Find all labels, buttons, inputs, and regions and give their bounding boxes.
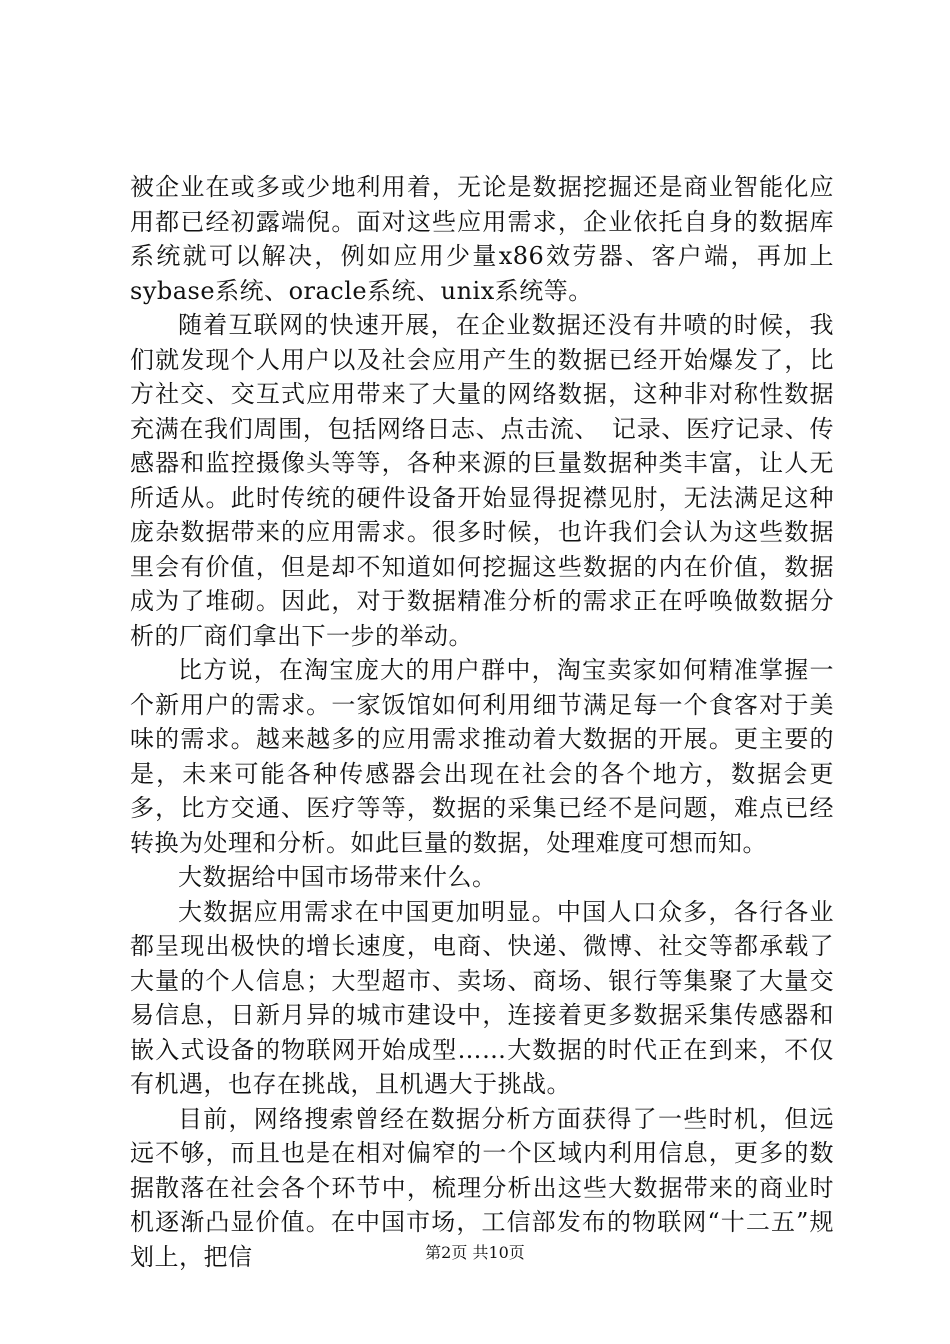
page-footer: 第2页 共10页	[425, 1243, 525, 1262]
paragraph-china-demand: 大数据应用需求在中国更加明显。中国人口众多，各行各业都呈现出极快的增长速度，电商、快递、微博、社交等都承载了大量的个人信息；大型超市、卖场、商场、银行等集聚了大量交易信息，日新月异的城市建设中，连接着更多数据采集传感器和嵌入式设备的物联网开始成型……大数据的时代正在到来，不仅有机遇，也存在挑战，且机遇大于挑战。	[130, 897, 834, 1098]
paragraph-continuation: 被企业在或多或少地利用着，无论是数据挖掘还是商业智能化应用都已经初露端倪。面对这些应用需求，企业依托自身的数据库系统就可以解决，例如应用少量x86效劳器、客户端，再加上sybase系统、oracle系统、unix系统等。	[130, 173, 834, 305]
paragraph-internet-development: 随着互联网的快速开展，在企业数据还没有井喷的时候，我们就发现个人用户以及社会应用产生的数据已经开始爆发了，比方社交、交互式应用带来了大量的网络数据，这种非对称性数据充满在我们周围，包括网络日志、点击流、 记录、医疗记录、传感器和监控摄像头等等，各种来源的巨量数据种类丰富，让人无所适从。此时传统的硬件设备开始显得捉襟见肘，无法满足这种庞杂数据带来的应用需求。很多时候，也许我们会认为这些数据里会有价值，但是却不知道如何挖掘这些数据的内在价值，数据成为了堆砌。因此，对于数据精准分析的需求正在呼唤做数据分析的厂商们拿出下一步的举动。	[130, 311, 834, 650]
paragraph-taobao-example: 比方说，在淘宝庞大的用户群中，淘宝卖家如何精准掌握一个新用户的需求。一家饭馆如何利用细节满足每一个食客对于美味的需求。越来越多的应用需求推动着大数据的开展。更主要的是，未来可能各种传感器会出现在社会的各个地方，数据会更多，比方交通、医疗等等，数据的采集已经不是问题，难点已经转换为处理和分析。如此巨量的数据，处理难度可想而知。	[130, 656, 834, 857]
section-heading-china-market: 大数据给中国市场带来什么。	[178, 863, 497, 891]
paragraph-search-opportunities: 目前，网络搜索曾经在数据分析方面获得了一些时机，但远远不够，而且也是在相对偏窄的一个区域内利用信息，更多的数据散落在社会各个环节中，梳理分析出这些大数据带来的商业时机逐渐凸显价值。在中国市场，工信部发布的物联网“十二五”规划上，把信	[130, 1104, 834, 1271]
body-text	[130, 170, 834, 1274]
